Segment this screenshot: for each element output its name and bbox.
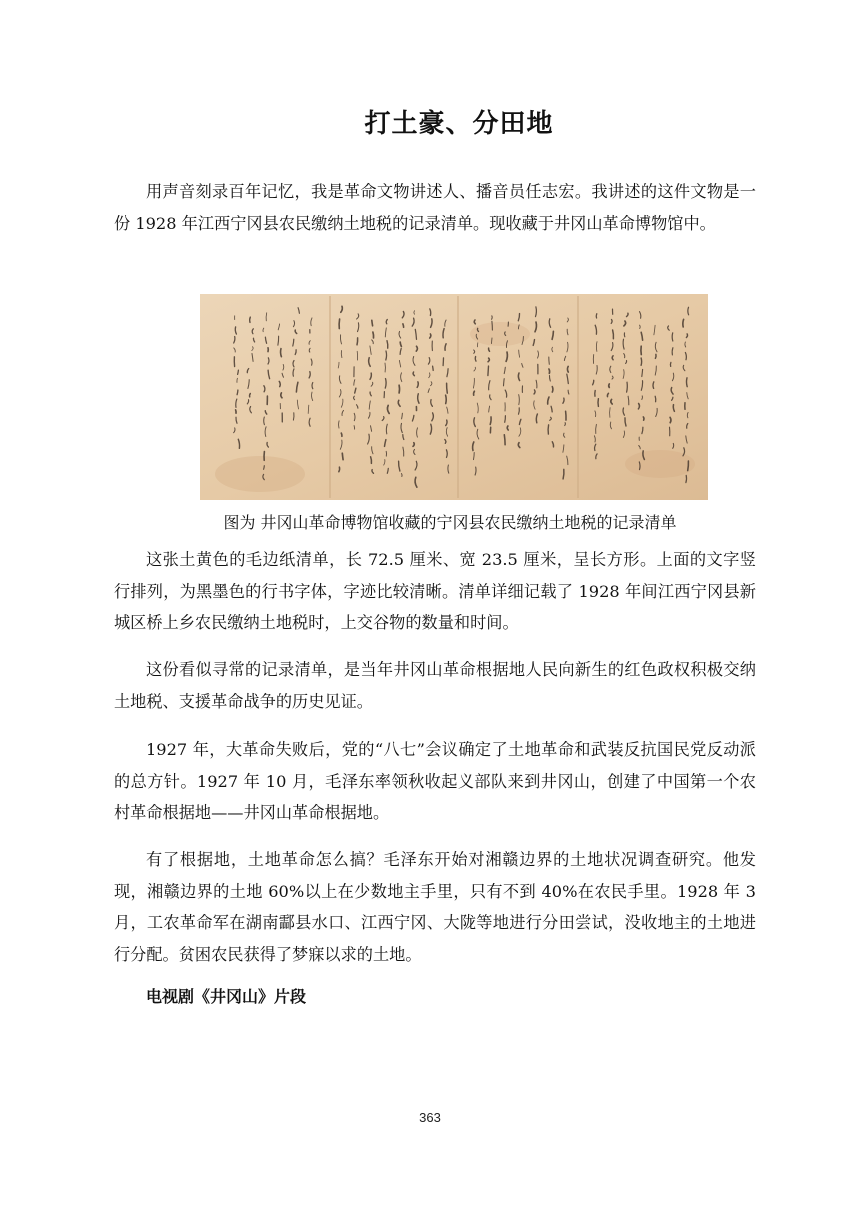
handwriting-stroke xyxy=(548,425,549,434)
handwriting-stroke xyxy=(641,358,642,365)
handwriting-stroke xyxy=(488,366,489,376)
handwriting-stroke xyxy=(492,321,493,330)
handwriting-stroke xyxy=(549,369,550,373)
handwriting-stroke xyxy=(492,316,493,320)
handwriting-stroke xyxy=(627,382,628,392)
handwriting-stroke xyxy=(354,426,355,430)
handwriting-stroke xyxy=(281,349,282,357)
handwriting-stroke xyxy=(250,317,251,322)
handwriting-stroke xyxy=(342,453,343,460)
handwriting-stroke xyxy=(688,461,689,471)
handwriting-stroke xyxy=(237,390,238,395)
page-title: 打土豪、分田地 xyxy=(364,109,554,139)
handwriting-stroke xyxy=(567,366,568,372)
handwriting-stroke xyxy=(655,354,656,358)
handwriting-stroke xyxy=(596,314,597,318)
handwriting-stroke xyxy=(339,467,340,472)
handwriting-stroke xyxy=(433,366,434,370)
handwriting-stroke xyxy=(504,379,505,386)
handwriting-stroke xyxy=(686,378,687,387)
handwriting-stroke xyxy=(655,396,656,401)
handwriting-stroke xyxy=(612,356,613,360)
handwriting-stroke xyxy=(643,417,644,420)
handwriting-stroke xyxy=(446,395,447,403)
handwriting-stroke xyxy=(293,413,294,420)
handwriting-stroke xyxy=(670,417,671,422)
handwriting-stroke xyxy=(683,319,684,327)
paragraph-intro: 用声音刻录百年记忆，我是革命文物讲述人、播音员任志宏。我讲述的这件文物是一份 1928 年江西宁冈县农民缴纳土地税的记录清单。现收藏于井冈山革命博物馆中。 xyxy=(114,182,756,233)
handwriting-stroke xyxy=(504,435,505,445)
handwriting-stroke xyxy=(653,382,654,389)
paragraph-land-revolution: 有了根据地，土地革命怎么搞？毛泽东开始对湘赣边界的土地状况调查研究。他发现，湘赣边界的土地 60%以上在少数地主手里，只有不到 40%在农民手里。1928 年 3 月，工农革命军在湖南酃县水口、江西宁冈、大陇等地进行分田尝试，没收地主的土地进行分配。贫困农民获得了梦寐以求的土地。 xyxy=(114,850,756,964)
paragraph-description: 这张土黄色的毛边纸清单，长 72.5 厘米、宽 23.5 厘米，呈长方形。上面的文字竖行排列，为黑墨色的行书字体，字迹比较清晰。清单详细记载了 1928 年间江西宁冈县新城区桥上乡农民缴纳土地税时，上交谷物的数量和时间。 xyxy=(114,550,756,632)
handwriting-stroke xyxy=(357,338,358,345)
handwriting-stroke xyxy=(475,357,476,362)
handwriting-stroke xyxy=(447,383,448,393)
handwriting-stroke xyxy=(238,370,239,374)
page-number: 363 xyxy=(419,1110,441,1125)
handwriting-stroke xyxy=(639,462,640,470)
handwriting-stroke xyxy=(672,333,673,341)
handwriting-stroke xyxy=(372,320,373,326)
handwriting-stroke xyxy=(563,469,564,479)
handwriting-stroke xyxy=(373,332,374,338)
handwriting-stroke xyxy=(549,357,550,364)
tax-record-document-image xyxy=(200,294,708,500)
figure-caption: 图为 井冈山革命博物馆收藏的宁冈县农民缴纳土地税的记录清单 xyxy=(223,513,677,532)
handwriting-stroke xyxy=(474,391,475,395)
handwriting-stroke xyxy=(507,426,508,430)
handwriting-stroke xyxy=(686,475,687,482)
handwriting-stroke xyxy=(386,351,387,360)
handwriting-stroke xyxy=(341,433,342,436)
paragraph-significance: 这份看似寻常的记录清单，是当年井冈山革命根据地人民向新生的红色政权积极交纳土地税、支援革命战争的历史见证。 xyxy=(114,660,756,711)
handwriting-stroke xyxy=(387,341,388,349)
handwriting-stroke xyxy=(403,324,404,327)
handwriting-stroke xyxy=(371,457,372,464)
handwriting-stroke xyxy=(609,384,610,388)
handwriting-stroke xyxy=(250,394,251,397)
subheading-tv-excerpt: 电视剧《井冈山》片段 xyxy=(146,987,307,1006)
handwriting-stroke xyxy=(505,416,506,423)
handwriting-stroke xyxy=(492,338,493,344)
handwriting-stroke xyxy=(264,466,265,470)
handwriting-stroke xyxy=(385,379,386,389)
paragraph-history: 1927 年，大革命失败后，党的“八七”会议确定了土地革命和武装反抗国民党反动派的总方针。1927 年 10 月，毛泽东率领秋收起义部队来到井冈山，创建了中国第一个农村革命根据地——井冈山革命根据地。 xyxy=(114,740,756,822)
handwriting-stroke xyxy=(552,387,553,393)
